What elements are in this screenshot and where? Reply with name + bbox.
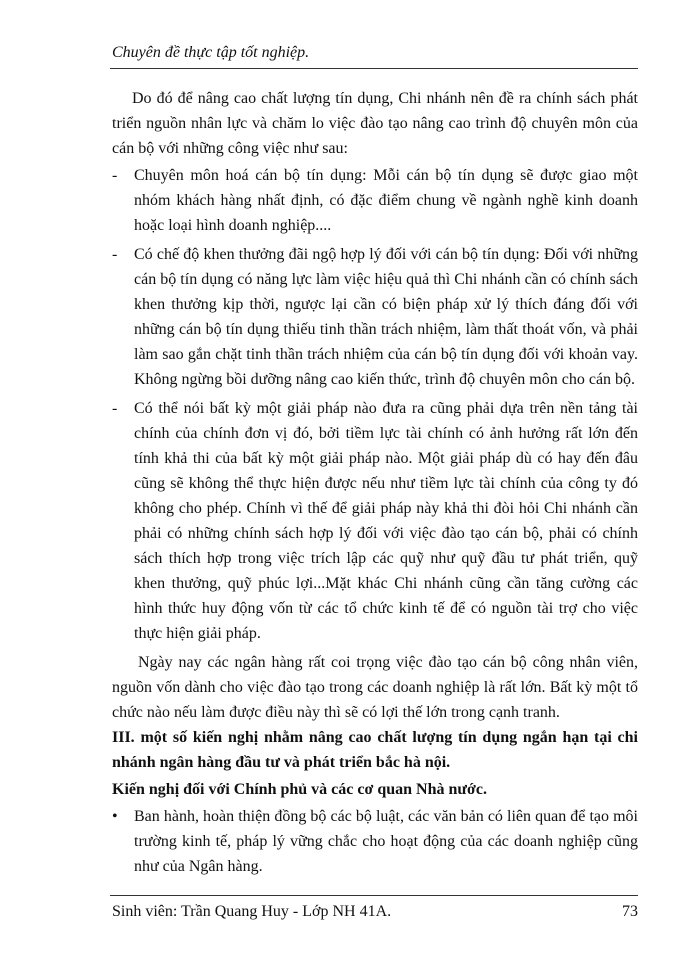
page-body [112, 86, 638, 879]
dash-marker: - [112, 400, 118, 417]
footer-rule [110, 895, 638, 896]
dash-marker: - [112, 246, 118, 263]
header-rule [110, 68, 638, 69]
list-item-text: Chuyên môn hoá cán bộ tín dụng: Mỗi cán bộ tín dụng sẽ được giao một nhóm khách hàng nhất định, có đặc điểm chung về ngành nghề kinh doanh hoặc loại hình doanh nghiệp.... [134, 167, 638, 234]
list-item [112, 242, 638, 392]
list-item [112, 163, 638, 238]
footer-student: Sinh viên: Trần Quang Huy - Lớp NH 41A. [112, 903, 392, 920]
closing-paragraph: Ngày nay các ngân hàng rất coi trọng việc đào tạo cán bộ công nhân viên, nguồn vốn dành cho việc đào tạo trong các doanh nghiệp là rất lớn. Bất kỳ một tổ chức nào nếu làm được điều này thì sẽ có lợi thế lớn trong cạnh tranh. [112, 654, 638, 721]
page-number: 73 [622, 903, 638, 920]
intro-paragraph: Do đó để nâng cao chất lượng tín dụng, Chi nhánh nên đề ra chính sách phát triển nguồn nhân lực và chăm lo việc đào tạo nâng cao trình độ chuyên môn của cán bộ với những công việc như sau: [112, 90, 638, 157]
list-item [112, 396, 638, 646]
page-header-title: Chuyên đề thực tập tốt nghiệp. [112, 44, 310, 61]
list-item-text: Có thể nói bất kỳ một giải pháp nào đưa ra cũng phải dựa trên nền tảng tài chính của chính đơn vị đó, bởi tiềm lực tài chính có ảnh hưởng rất lớn đến tính khả thi của bất kỳ một giải pháp nào. Một giải pháp dù có hay đến đâu cũng sẽ không thể thực hiện được nếu như tiềm lực tài chính của công ty đó không cho phép. Chính vì thế để giải pháp này khả thi đòi hỏi Chi nhánh cần phải có những chính sách hợp lý đối với việc đào tạo cán bộ, phải có chính sách thích hợp trong việc trích lập các quỹ như quỹ đầu tư phát triển, quỹ khen thưởng, quỹ phúc lợi...Mặt khác Chi nhánh cũng cần tăng cường các hình thức huy động vốn từ các tổ chức kinh tế để có nguồn tài trợ cho việc thực hiện giải pháp. [134, 400, 638, 642]
list-item-text: Có chế độ khen thưởng đãi ngộ hợp lý đối với cán bộ tín dụng: Đối với những cán bộ tín dụng có năng lực làm việc hiệu quả thì Chi nhánh cần có chính sách khen thưởng kịp thời, ngược lại cần có biện pháp xử lý thích đáng đối với những cán bộ tín dụng thiếu tinh thần trách nhiệm, làm thất thoát vốn, và phải làm sao gắn chặt tinh thần trách nhiệm của cán bộ tín dụng đối với khoản vay. Không ngừng bồi dưỡng nâng cao kiến thức, trình độ chuyên môn cho cán bộ. [134, 246, 638, 388]
subsection-heading: Kiến nghị đối với Chính phủ và các cơ quan Nhà nước. [112, 781, 487, 798]
dash-marker: - [112, 167, 118, 184]
bullet-item-text: Ban hành, hoàn thiện đồng bộ các bộ luật, các văn bản có liên quan để tạo môi trường kinh tế, pháp lý vững chắc cho hoạt động của các doanh nghiệp cũng như của Ngân hàng. [134, 808, 638, 875]
bullet-marker: • [112, 808, 118, 825]
bullet-item [112, 804, 638, 879]
section-heading: III. một số kiến nghị nhằm nâng cao chất lượng tín dụng ngắn hạn tại chi nhánh ngân hàng đầu tư và phát triển bắc hà nội. [112, 729, 638, 771]
